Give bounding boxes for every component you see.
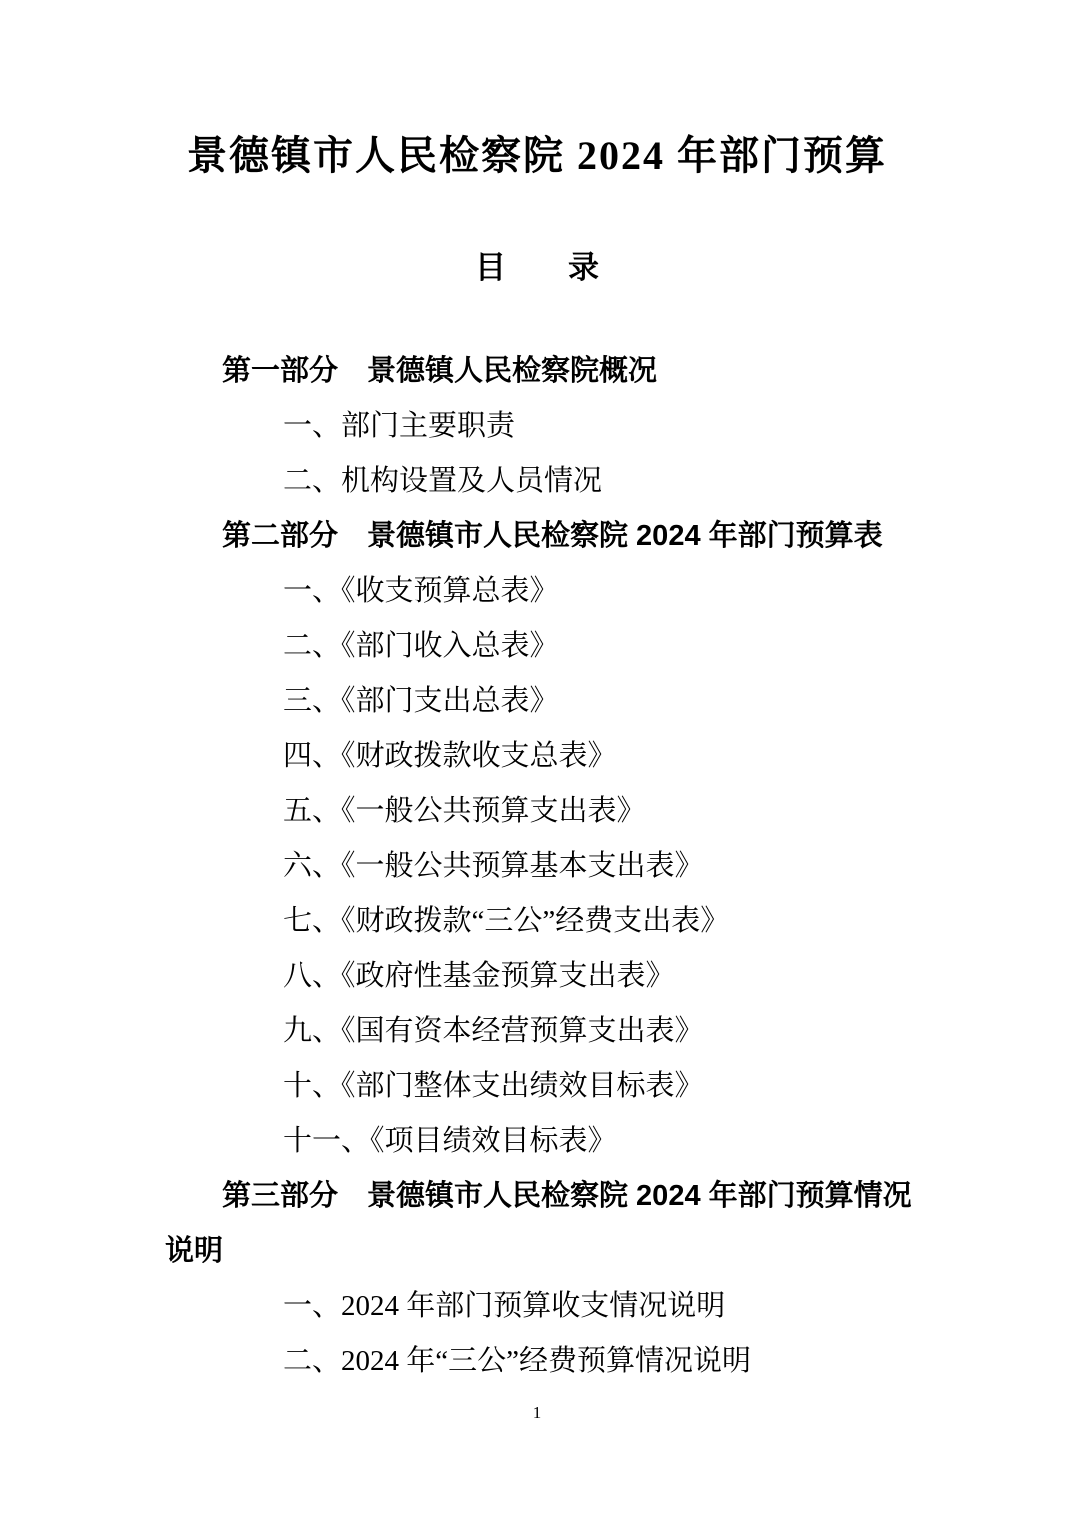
toc-item: 九、《国有资本经营预算支出表》: [283, 1015, 704, 1047]
toc-section-2-heading: 第二部分 景德镇市人民检察院 2024 年部门预算表: [222, 520, 883, 552]
toc-section-3-heading: 第三部分 景德镇市人民检察院 2024 年部门预算情况说明: [165, 1180, 912, 1267]
toc-item: 一、《收支预算总表》: [283, 575, 559, 607]
toc-item: 二、机构设置及人员情况: [283, 465, 603, 497]
toc-section-1-heading: 第一部分 景德镇人民检察院概况: [222, 355, 658, 387]
toc-item: 一、部门主要职责: [283, 410, 516, 442]
toc-title: 目 录: [475, 250, 599, 285]
toc-item: 二、《部门收入总表》: [283, 630, 559, 662]
toc-item: 十、《部门整体支出绩效目标表》: [283, 1070, 704, 1102]
toc-item: 八、《政府性基金预算支出表》: [283, 960, 675, 992]
toc-item: 四、《财政拨款收支总表》: [283, 740, 617, 772]
toc-item: 七、《财政拨款“三公”经费支出表》: [283, 905, 730, 937]
page-number: 1: [532, 1403, 542, 1422]
document-title: 景德镇市人民检察院 2024 年部门预算: [187, 133, 887, 178]
toc-item: 五、《一般公共预算支出表》: [283, 795, 646, 827]
toc: [165, 344, 917, 1389]
toc-item: 二、2024 年“三公”经费预算情况说明: [283, 1345, 751, 1377]
toc-item: 六、《一般公共预算基本支出表》: [283, 850, 704, 882]
toc-item: 三、《部门支出总表》: [283, 685, 559, 717]
toc-item: 十一、《项目绩效目标表》: [283, 1125, 617, 1157]
toc-item: 一、2024 年部门预算收支情况说明: [283, 1290, 726, 1322]
